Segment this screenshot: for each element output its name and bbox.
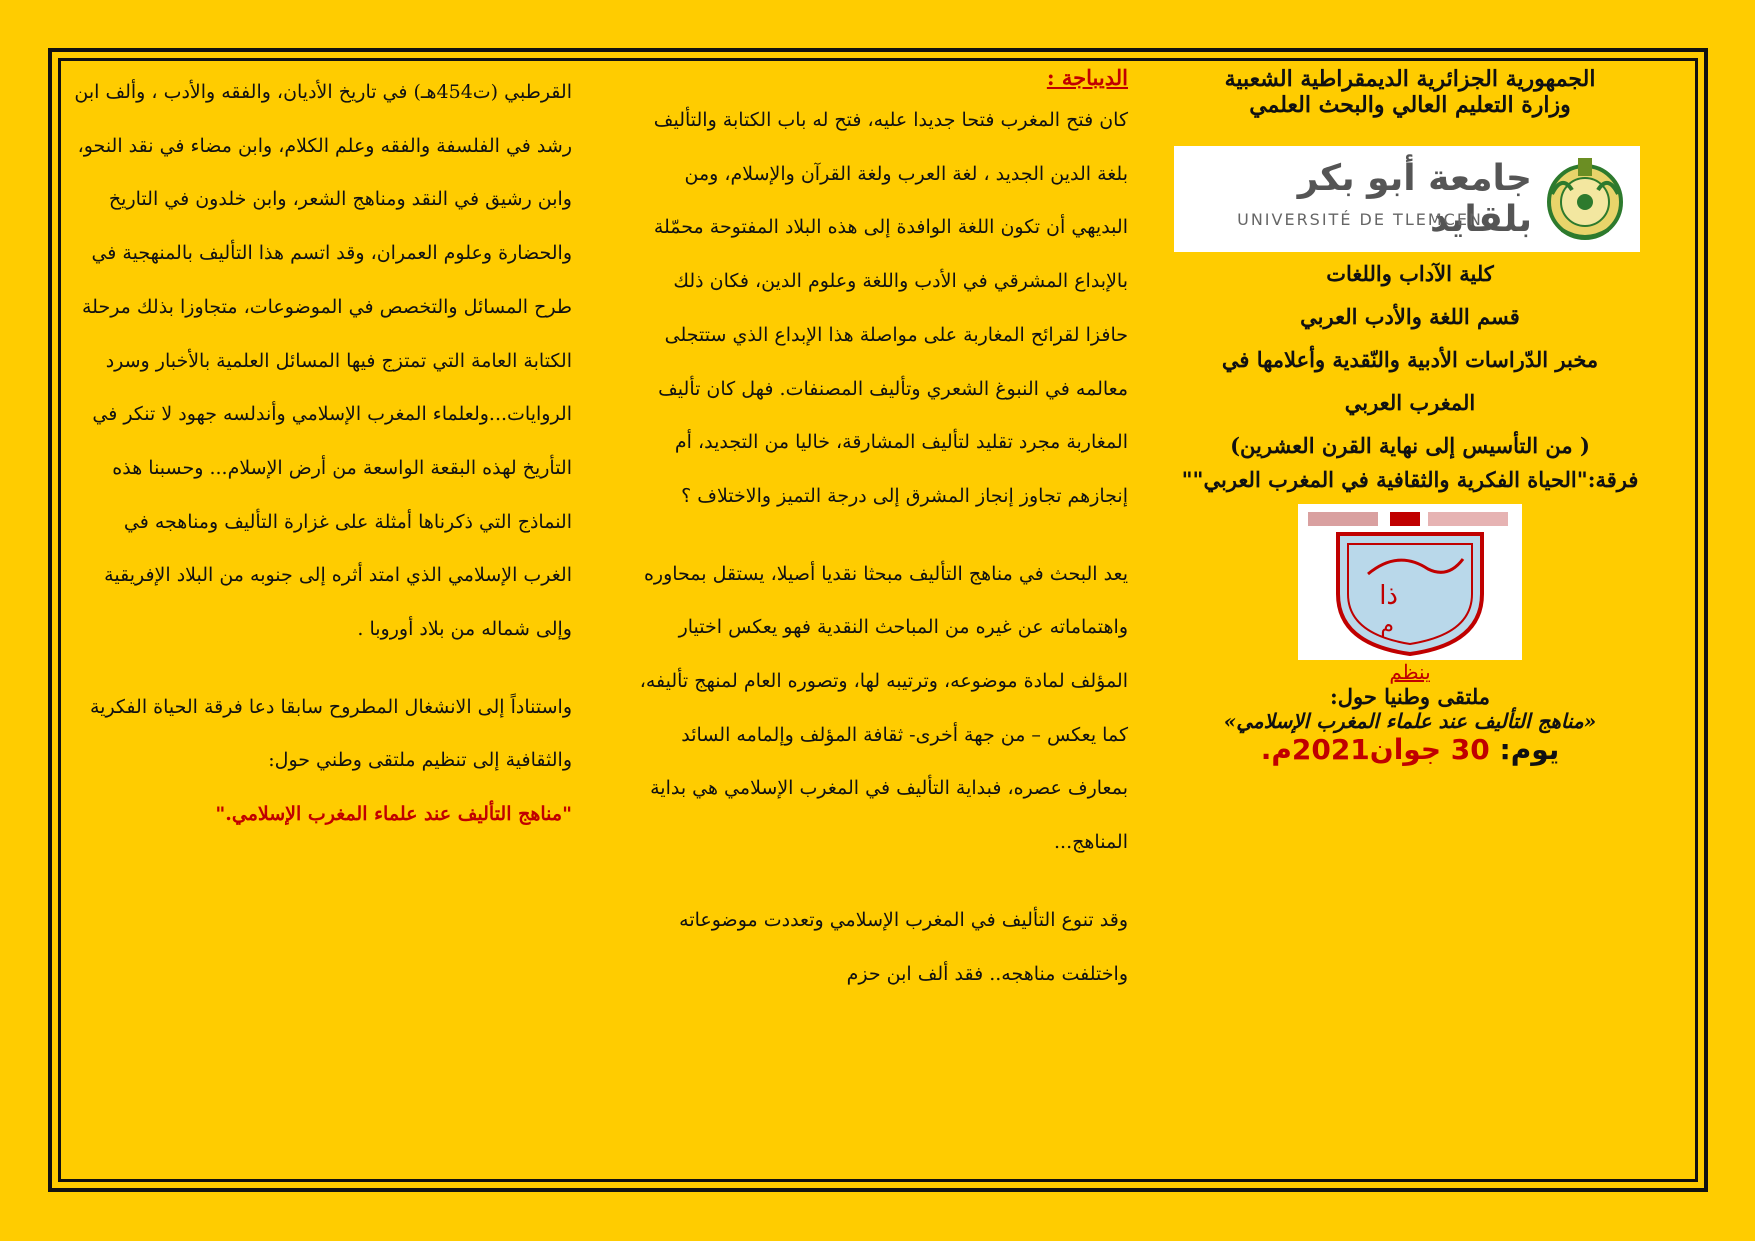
republic-title: الجمهورية الجزائرية الديمقراطية الشعبية bbox=[1224, 66, 1596, 92]
preamble-paragraph-3: وقد تنوع التأليف في المغرب الإسلامي وتعددت موضوعاته واختلفت مناهجه.. فقد ألف ابن حزم bbox=[679, 908, 1128, 985]
lab-line-1: مخبر الدّراسات الأدبية والنّقدية وأعلامها في bbox=[1221, 347, 1599, 372]
spacer bbox=[630, 870, 1128, 894]
svg-text:ذا: ذا bbox=[1379, 581, 1398, 611]
spacer bbox=[630, 524, 1128, 548]
faculty: كلية الآداب واللغات bbox=[1326, 261, 1494, 286]
faculty-line bbox=[1180, 252, 1640, 467]
preamble-panel bbox=[630, 62, 1128, 1001]
preamble-heading: الديباجة : bbox=[1046, 65, 1128, 90]
meeting-date bbox=[1180, 733, 1640, 766]
meeting-label: ملتقى وطنيا حول: bbox=[1329, 684, 1491, 709]
lab-line-2: المغرب العربي bbox=[1344, 390, 1476, 415]
ministry-title: وزارة التعليم العالي والبحث العلمي bbox=[1249, 92, 1571, 118]
continuation-panel bbox=[72, 66, 572, 842]
conference-title: "مناهج التأليف عند علماء المغرب الإسلامي." bbox=[215, 803, 572, 826]
date-label: يوم: bbox=[1489, 733, 1560, 766]
university-emblem-icon bbox=[1542, 154, 1628, 244]
lab-logo bbox=[1298, 504, 1522, 660]
continuation-paragraph-1: القرطبي (ت454هـ) في تاريخ الأديان، والفقه والأدب ، وألف ابن رشد في الفلسفة والفقه وعلم الكلام، وابن مضاء في نقد النحو، وابن رشيق في النقد ومناهج الشعر، وابن خلدون في التاريخ والحضارة وعلوم العمران، وقد اتسم هذا التأليف بالمنهجية في طرح المسائل والتخصص في الموضوعات، متجاوزا بذلك مرحلة الكتابة العامة التي تمتزج فيها المسائل العلمية بالأخبار وسرد الروايات...ولعلماء المغرب الإسلامي وأندلسه جهود لا تنكر في التأريخ لهذه البقعة الواسعة من أرض الإسلام... وحسبنا هذه النماذج التي ذكرناها أمثلة على غزارة التأليف ومناهجه في الغرب الإسلامي الذي امتد أثره إلى جنوبه من البلاد الإفريقية وإلى شماله من بلاد أوروبا . bbox=[74, 81, 572, 641]
preamble-paragraph-1: كان فتح المغرب فتحا جديدا عليه، فتح له باب الكتابة والتأليف بلغة الدين الجديد ، لغة العرب ولغة القرآن والإسلام، ومن البديهي أن تكون اللغة الوافدة إلى هذه البلاد المفتوحة محمّلة بالإبداع المشرقي في الأدب واللغة وعلوم الدين، فكان ذلك حافزا لقرائح المغاربة على مواصلة هذا الإبداع الذي ستتجلى معالمه في النبوغ الشعري وتأليف المصنفات. فهل كان تأليف المغاربة مجرد تقليد لتأليف المشارقة، خاليا من التجديد، أم إنجازهم تجاوز إنجاز المشرق إلى درجة التميز والاختلاف ؟ bbox=[653, 109, 1128, 507]
lab-line-3: ( من التأسيس إلى نهاية القرن العشرين) bbox=[1230, 433, 1590, 458]
spacer bbox=[72, 657, 572, 681]
university-name-fr: UNIVERSITÉ DE TLEMCEN bbox=[1237, 210, 1483, 229]
cover-panel bbox=[1180, 66, 1640, 766]
date-value: 30 جوان2021م. bbox=[1260, 733, 1490, 766]
svg-text:م: م bbox=[1380, 613, 1394, 638]
team-name: فرقة:"الحياة الفكرية والثقافية في المغرب العربي"" bbox=[1181, 467, 1639, 492]
meeting-title: «مناهج التأليف عند علماء المغرب الإسلامي» bbox=[1223, 709, 1597, 733]
preamble-paragraph-2: يعد البحث في مناهج التأليف مبحثا نقديا أصيلا، يستقل بمحاوره واهتماماته عن غيره من المباحث النقدية فهو يعكس اختيار المؤلف لمادة موضوعه، وترتيبه لها، وتصوره العام لمنهج تأليفه، كما يعكس – من جهة أخرى- ثقافة المؤلف وإلمامه السائد بمعارف عصره، فبداية التأليف في المغرب الإسلامي هي بداية المناهج... bbox=[639, 562, 1128, 854]
lab-emblem-icon bbox=[1298, 504, 1522, 660]
university-name-ar: جامعة أبو بكر بلقايد bbox=[1297, 158, 1532, 240]
university-logo bbox=[1174, 146, 1640, 252]
organizes-label: ينظم bbox=[1389, 660, 1431, 684]
department: قسم اللغة والأدب العربي bbox=[1300, 304, 1520, 329]
continuation-paragraph-2: واستناداً إلى الانشغال المطروح سابقا دعا فرقة الحياة الفكرية والثقافية إلى تنظيم ملتقى وطني حول: bbox=[89, 695, 572, 772]
